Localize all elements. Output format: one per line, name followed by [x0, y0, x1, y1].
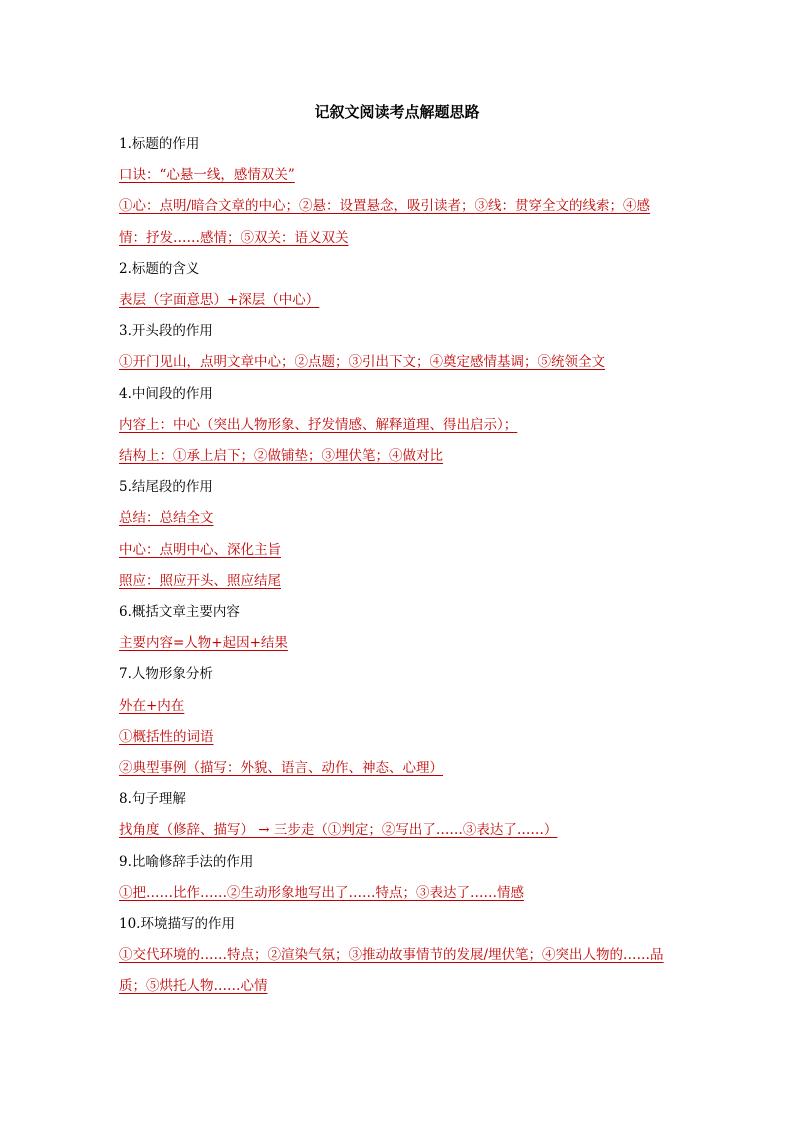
section-heading: 9.比喻修辞手法的作用	[119, 853, 254, 870]
answer-line: 质；⑤烘托人物……心情	[119, 978, 268, 995]
section-heading: 2.标题的含义	[119, 260, 200, 277]
answer-line: ②典型事例（描写：外貌、语言、动作、神态、心理）	[119, 760, 443, 776]
answer-line: 总结：总结全文	[119, 510, 214, 527]
section-heading: 1.标题的作用	[119, 136, 200, 152]
answer-line: ①交代环境的……特点；②渲染气氛；③推动故事情节的发展/埋伏笔；④突出人物的……品	[119, 947, 664, 964]
answer-line: ①心：点明/暗合文章的中心；②悬：设置悬念，吸引读者；③线：贯穿全文的线索；④感	[119, 198, 651, 215]
answer-line: ①把……比作……②生动形象地写出了……特点；③表达了……情感	[119, 884, 524, 901]
answer-line: 照应：照应开头、照应结尾	[119, 572, 281, 589]
answer-line: 口诀：“心悬一线，感情双关”	[119, 167, 295, 184]
answer-line: 主要内容=人物+起因+结果	[119, 635, 288, 652]
section-heading: 5.结尾段的作用	[119, 479, 213, 496]
section-heading: 3.开头段的作用	[119, 323, 213, 340]
document-title: 记叙文阅读考点解题思路	[314, 103, 480, 121]
answer-line: ①开门见山，点明文章中心；②点题；③引出下文；④奠定感情基调；⑤统领全文	[119, 354, 605, 371]
answer-line: 结构上：①承上启下；②做铺垫；③埋伏笔；④做对比	[119, 448, 443, 464]
section-heading: 10.环境描写的作用	[119, 916, 235, 932]
answer-line: 表层（字面意思）+深层（中心）	[119, 292, 320, 308]
section-heading: 8.句子理解	[119, 791, 186, 808]
answer-line: ①概括性的词语	[119, 728, 214, 745]
answer-line: 情：抒发……感情；⑤双关：语义双关	[119, 229, 349, 246]
section-heading: 7.人物形象分析	[119, 666, 213, 683]
section-heading: 4.中间段的作用	[119, 385, 213, 402]
answer-line: 外在+内在	[119, 697, 185, 714]
answer-line: 中心：点明中心、深化主旨	[119, 541, 281, 558]
answer-line: 找角度（修辞、描写） → 三步走（①判定；②写出了……③表达了……）	[119, 822, 558, 839]
answer-line: 内容上：中心（突出人物形象、抒发情感、解释道理、得出启示）；	[119, 416, 518, 433]
section-heading: 6.概括文章主要内容	[119, 604, 240, 620]
